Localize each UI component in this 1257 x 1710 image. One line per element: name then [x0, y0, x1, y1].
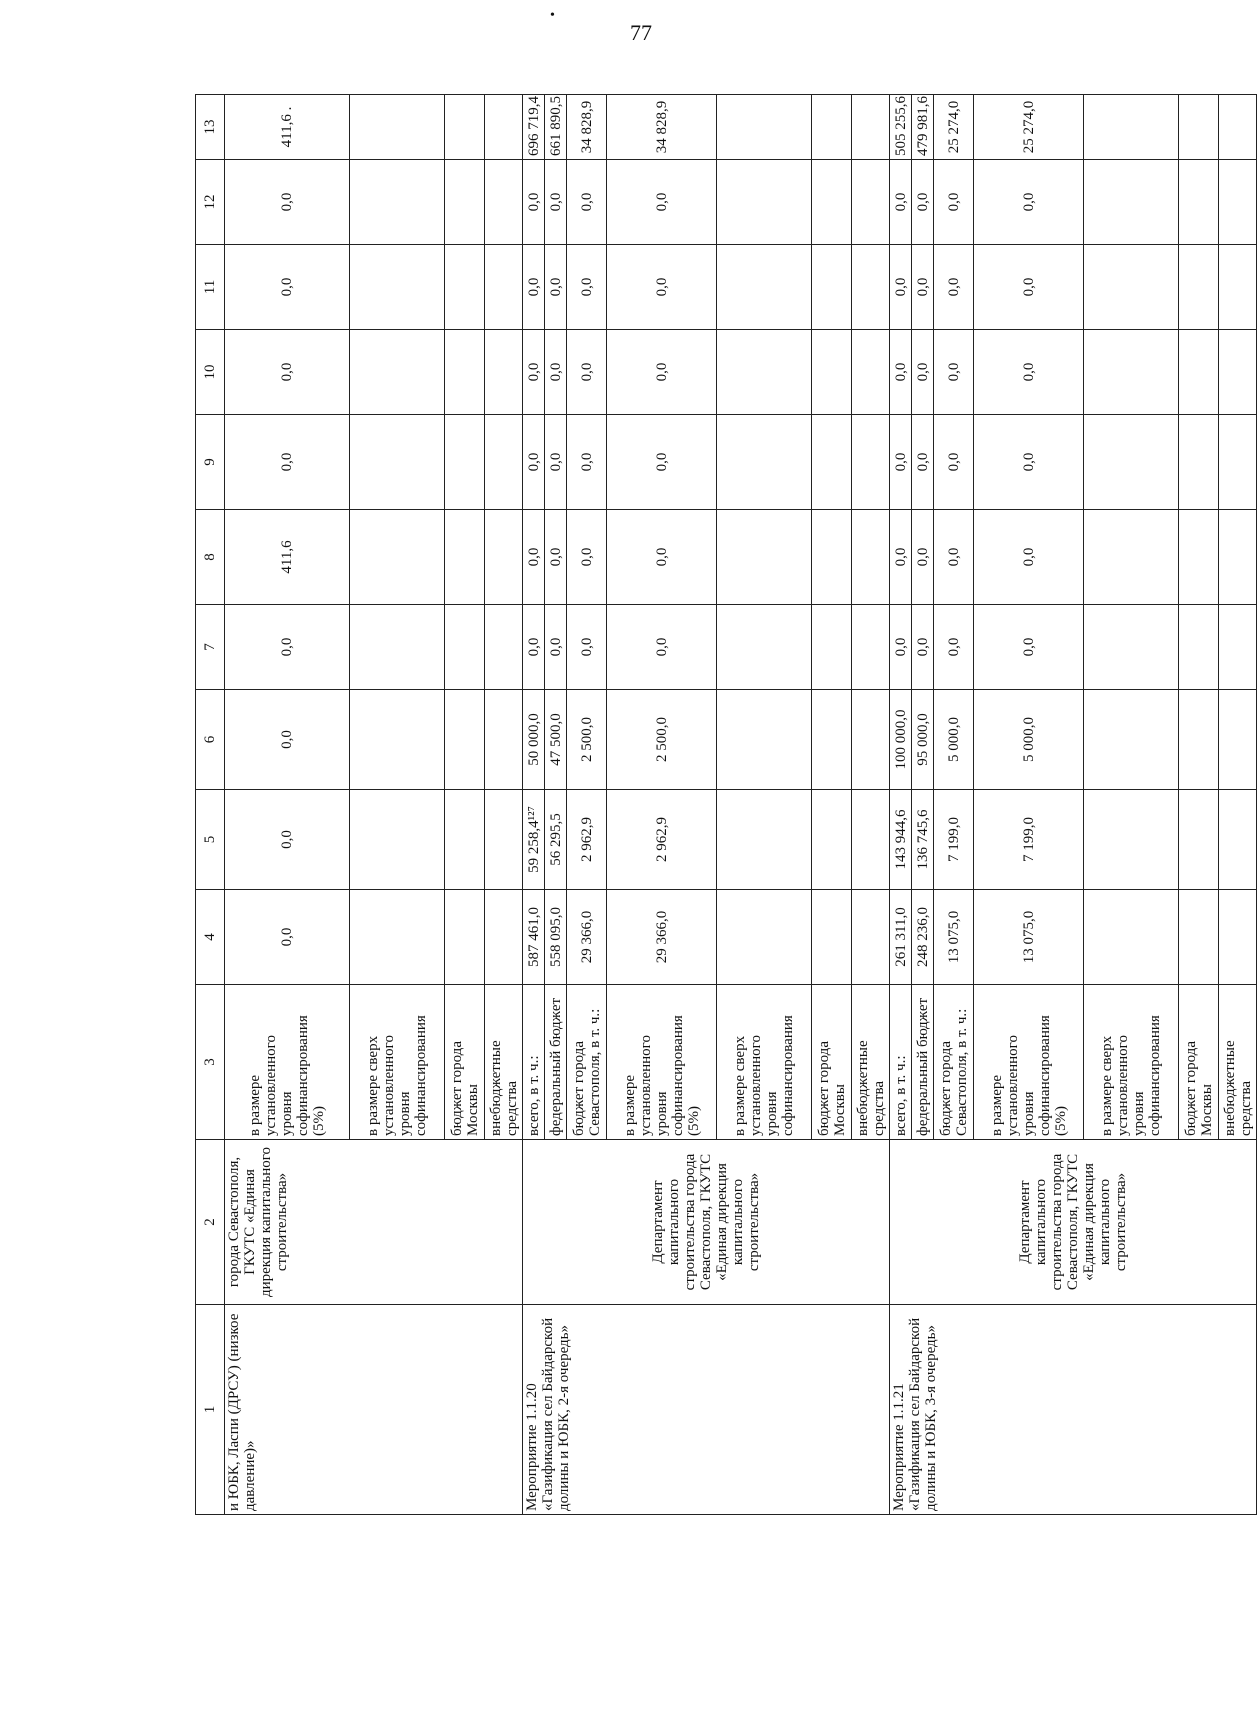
value-cell: 587 461,0	[523, 890, 545, 985]
column-header-2: 2	[196, 1140, 225, 1305]
value-cell: 47 500,0	[545, 690, 567, 790]
value-cell	[350, 95, 445, 160]
value-cell	[1179, 245, 1219, 330]
value-cell	[812, 330, 852, 415]
value-cell: 2 962,9	[567, 790, 607, 890]
funding-source-cell: в размере установленного уровня софинансирования (5%)	[974, 985, 1084, 1140]
value-cell	[1219, 510, 1257, 605]
column-header-4: 4	[196, 890, 225, 985]
value-cell	[1219, 95, 1257, 160]
value-cell: 505 255,6	[890, 95, 912, 160]
value-cell: 0,0	[607, 605, 717, 690]
column-header-13: 13	[196, 95, 225, 160]
column-header-12: 12	[196, 160, 225, 245]
value-cell	[1219, 690, 1257, 790]
value-cell: 0,0	[912, 245, 934, 330]
value-cell: 143 944,6	[890, 790, 912, 890]
value-cell: 0,0	[567, 510, 607, 605]
value-cell: 0,0	[545, 160, 567, 245]
value-cell	[485, 160, 523, 245]
budget-table	[195, 94, 1257, 1515]
funding-source-cell: всего, в т. ч.:	[890, 985, 912, 1140]
value-cell	[1179, 790, 1219, 890]
value-cell	[485, 790, 523, 890]
value-cell: 0,0	[523, 330, 545, 415]
table-row	[225, 95, 350, 1515]
value-cell	[717, 510, 812, 605]
value-cell	[852, 510, 890, 605]
page-number: 77	[630, 20, 652, 45]
value-cell	[812, 890, 852, 985]
value-cell	[717, 890, 812, 985]
value-cell: 0,0	[225, 890, 350, 985]
measure-name-cell: Мероприятие 1.1.20 «Газификация сел Байдарской долины и ЮБК, 2-я очередь»	[523, 1305, 890, 1515]
value-cell: 29 366,0	[567, 890, 607, 985]
value-cell	[1219, 160, 1257, 245]
value-cell: 7 199,0	[934, 790, 974, 890]
stray-mark: •	[550, 8, 555, 23]
value-cell	[812, 415, 852, 510]
value-cell	[1084, 95, 1179, 160]
value-cell	[350, 605, 445, 690]
value-cell: 0,0	[225, 245, 350, 330]
value-cell: 25 274,0	[974, 95, 1084, 160]
measure-name-cell: Мероприятие 1.1.21 «Газификация сел Байдарской долины и ЮБК, 3-я очередь»	[890, 1305, 1257, 1515]
funding-source-cell: внебюджетные средства	[485, 985, 523, 1140]
value-cell	[1219, 890, 1257, 985]
value-cell	[1084, 690, 1179, 790]
value-cell	[852, 790, 890, 890]
value-cell	[812, 160, 852, 245]
funding-source-cell: бюджет города Севастополя, в т. ч.:	[934, 985, 974, 1140]
value-cell: 479 981,6	[912, 95, 934, 160]
value-cell	[717, 95, 812, 160]
value-cell: 0,0	[974, 605, 1084, 690]
funding-source-cell: в размере сверх установленного уровня софинансирования	[717, 985, 812, 1140]
value-cell	[852, 690, 890, 790]
value-cell	[812, 95, 852, 160]
value-cell: 25 274,0	[934, 95, 974, 160]
value-cell: 0,0	[523, 415, 545, 510]
value-cell	[350, 510, 445, 605]
value-cell: 0,0	[607, 415, 717, 510]
value-cell: 0,0	[225, 690, 350, 790]
value-cell: 0,0	[523, 160, 545, 245]
value-cell: 0,0	[225, 605, 350, 690]
value-cell: 29 366,0	[607, 890, 717, 985]
table-row	[890, 95, 912, 1515]
value-cell: 100 000,0	[890, 690, 912, 790]
value-cell	[717, 160, 812, 245]
value-cell	[1219, 790, 1257, 890]
value-cell: 558 095,0	[545, 890, 567, 985]
value-cell	[445, 890, 485, 985]
value-cell	[717, 690, 812, 790]
value-cell: 0,0	[912, 510, 934, 605]
column-header-8: 8	[196, 510, 225, 605]
value-cell: 2 500,0	[607, 690, 717, 790]
value-cell: 248 236,0	[912, 890, 934, 985]
measure-name-cell: и ЮБК, Ласпи (ДРСУ) (низкое давление)»	[225, 1305, 523, 1515]
value-cell	[852, 605, 890, 690]
value-cell	[445, 95, 485, 160]
value-cell: 0,0	[974, 415, 1084, 510]
value-cell	[717, 415, 812, 510]
executor-cell: города Севастополя, ГКУТС «Единая дирекция капитального строительства»	[225, 1140, 523, 1305]
value-cell: 0,0	[607, 330, 717, 415]
value-cell	[445, 605, 485, 690]
funding-source-cell: внебюджетные средства	[1219, 985, 1257, 1140]
value-cell: 661 890,5	[545, 95, 567, 160]
column-header-5: 5	[196, 790, 225, 890]
column-header-11: 11	[196, 245, 225, 330]
value-cell: 0,0	[934, 330, 974, 415]
value-cell	[445, 510, 485, 605]
value-cell: 0,0	[934, 160, 974, 245]
column-header-6: 6	[196, 690, 225, 790]
value-cell: 0,0	[567, 160, 607, 245]
value-cell	[1084, 605, 1179, 690]
executor-cell: Департамент капитального строительства города Севастополя, ГКУТС «Единая дирекция капитального строительства»	[523, 1140, 890, 1305]
value-cell: 0,0	[567, 330, 607, 415]
value-cell: 0,0	[545, 415, 567, 510]
value-cell: 0,0	[523, 605, 545, 690]
value-cell: 0,0	[890, 330, 912, 415]
value-cell: 0,0	[225, 160, 350, 245]
value-cell	[852, 245, 890, 330]
value-cell: 50 000,0	[523, 690, 545, 790]
value-cell	[1219, 245, 1257, 330]
value-cell: 0,0	[974, 245, 1084, 330]
funding-source-cell: бюджет города Севастополя, в т. ч.:	[567, 985, 607, 1140]
value-cell	[485, 690, 523, 790]
value-cell	[445, 245, 485, 330]
column-header-1: 1	[196, 1305, 225, 1515]
value-cell: 59 258,4¹²⁷	[523, 790, 545, 890]
funding-source-cell: в размере установленного уровня софинансирования (5%)	[225, 985, 350, 1140]
rotated-table-wrapper	[195, 95, 1254, 1515]
value-cell: 0,0	[934, 605, 974, 690]
funding-source-cell: в размере сверх установленного уровня софинансирования	[350, 985, 445, 1140]
value-cell: 0,0	[523, 245, 545, 330]
value-cell: 0,0	[912, 330, 934, 415]
value-cell	[1179, 160, 1219, 245]
value-cell	[350, 415, 445, 510]
value-cell	[485, 95, 523, 160]
value-cell: 0,0	[607, 160, 717, 245]
value-cell: 0,0	[890, 415, 912, 510]
value-cell: 0,0	[607, 245, 717, 330]
value-cell: 7 199,0	[974, 790, 1084, 890]
value-cell	[485, 605, 523, 690]
value-cell	[445, 415, 485, 510]
value-cell: 411,6 .	[225, 95, 350, 160]
value-cell	[1179, 605, 1219, 690]
funding-source-cell: всего, в т. ч.:	[523, 985, 545, 1140]
value-cell: 0,0	[974, 160, 1084, 245]
value-cell	[1179, 890, 1219, 985]
executor-cell: Департамент капитального строительства города Севастополя, ГКУТС «Единая дирекция капитального строительства»	[890, 1140, 1257, 1305]
value-cell: 0,0	[890, 245, 912, 330]
value-cell	[852, 330, 890, 415]
value-cell: 2 962,9	[607, 790, 717, 890]
column-header-3: 3	[196, 985, 225, 1140]
value-cell: 13 075,0	[934, 890, 974, 985]
value-cell	[1179, 415, 1219, 510]
header-row	[196, 95, 225, 1515]
value-cell	[852, 890, 890, 985]
value-cell: 0,0	[545, 330, 567, 415]
value-cell	[1179, 510, 1219, 605]
value-cell	[350, 690, 445, 790]
value-cell: 696 719,4	[523, 95, 545, 160]
value-cell	[445, 330, 485, 415]
funding-source-cell: бюджет города Москвы	[812, 985, 852, 1140]
value-cell	[350, 245, 445, 330]
value-cell: 34 828,9	[567, 95, 607, 160]
value-cell: 0,0	[934, 415, 974, 510]
value-cell: 56 295,5	[545, 790, 567, 890]
value-cell: 0,0	[523, 510, 545, 605]
value-cell	[1084, 415, 1179, 510]
funding-source-cell: бюджет города Москвы	[445, 985, 485, 1140]
column-header-9: 9	[196, 415, 225, 510]
value-cell	[485, 415, 523, 510]
value-cell	[1219, 605, 1257, 690]
value-cell: 0,0	[545, 245, 567, 330]
value-cell	[485, 890, 523, 985]
value-cell	[717, 330, 812, 415]
value-cell	[1179, 690, 1219, 790]
funding-source-cell: в размере сверх установленного уровня софинансирования	[1084, 985, 1179, 1140]
value-cell	[445, 790, 485, 890]
funding-source-cell: внебюджетные средства	[852, 985, 890, 1140]
value-cell	[485, 510, 523, 605]
value-cell: 0,0	[225, 330, 350, 415]
value-cell	[1084, 510, 1179, 605]
funding-source-cell: в размере установленного уровня софинансирования (5%)	[607, 985, 717, 1140]
value-cell: 2 500,0	[567, 690, 607, 790]
value-cell	[812, 510, 852, 605]
column-header-7: 7	[196, 605, 225, 690]
value-cell	[1179, 95, 1219, 160]
value-cell	[812, 690, 852, 790]
value-cell	[445, 690, 485, 790]
table-row	[523, 95, 545, 1515]
value-cell	[812, 605, 852, 690]
value-cell: 34 828,9	[607, 95, 717, 160]
value-cell	[1219, 330, 1257, 415]
value-cell	[1084, 790, 1179, 890]
funding-source-cell: федеральный бюджет	[545, 985, 567, 1140]
value-cell: 0,0	[912, 415, 934, 510]
value-cell	[1084, 245, 1179, 330]
value-cell	[852, 415, 890, 510]
value-cell: 0,0	[607, 510, 717, 605]
value-cell	[350, 160, 445, 245]
value-cell	[852, 95, 890, 160]
value-cell: 95 000,0	[912, 690, 934, 790]
value-cell: 0,0	[890, 605, 912, 690]
value-cell: 5 000,0	[974, 690, 1084, 790]
value-cell	[812, 790, 852, 890]
value-cell: 0,0	[974, 330, 1084, 415]
value-cell: 0,0	[567, 415, 607, 510]
value-cell: 0,0	[225, 415, 350, 510]
value-cell: 136 745,6	[912, 790, 934, 890]
value-cell	[1179, 330, 1219, 415]
value-cell	[1219, 415, 1257, 510]
value-cell	[717, 790, 812, 890]
value-cell	[445, 160, 485, 245]
value-cell	[812, 245, 852, 330]
column-header-10: 10	[196, 330, 225, 415]
value-cell: 0,0	[567, 245, 607, 330]
value-cell: 13 075,0	[974, 890, 1084, 985]
value-cell: 261 311,0	[890, 890, 912, 985]
value-cell: 0,0	[934, 510, 974, 605]
value-cell: 0,0	[912, 160, 934, 245]
value-cell	[350, 890, 445, 985]
value-cell: 0,0	[567, 605, 607, 690]
value-cell	[1084, 160, 1179, 245]
value-cell: 5 000,0	[934, 690, 974, 790]
value-cell: 0,0	[934, 245, 974, 330]
value-cell: 0,0	[545, 605, 567, 690]
value-cell: 0,0	[974, 510, 1084, 605]
value-cell	[852, 160, 890, 245]
value-cell	[350, 330, 445, 415]
value-cell: 0,0	[890, 160, 912, 245]
value-cell: 0,0	[225, 790, 350, 890]
value-cell	[717, 605, 812, 690]
funding-source-cell: бюджет города Москвы	[1179, 985, 1219, 1140]
value-cell	[717, 245, 812, 330]
value-cell	[1084, 330, 1179, 415]
value-cell	[485, 245, 523, 330]
value-cell: 0,0	[545, 510, 567, 605]
value-cell: 411,6	[225, 510, 350, 605]
value-cell	[1084, 890, 1179, 985]
value-cell: 0,0	[912, 605, 934, 690]
funding-source-cell: федеральный бюджет	[912, 985, 934, 1140]
value-cell	[350, 790, 445, 890]
value-cell: 0,0	[890, 510, 912, 605]
value-cell	[485, 330, 523, 415]
